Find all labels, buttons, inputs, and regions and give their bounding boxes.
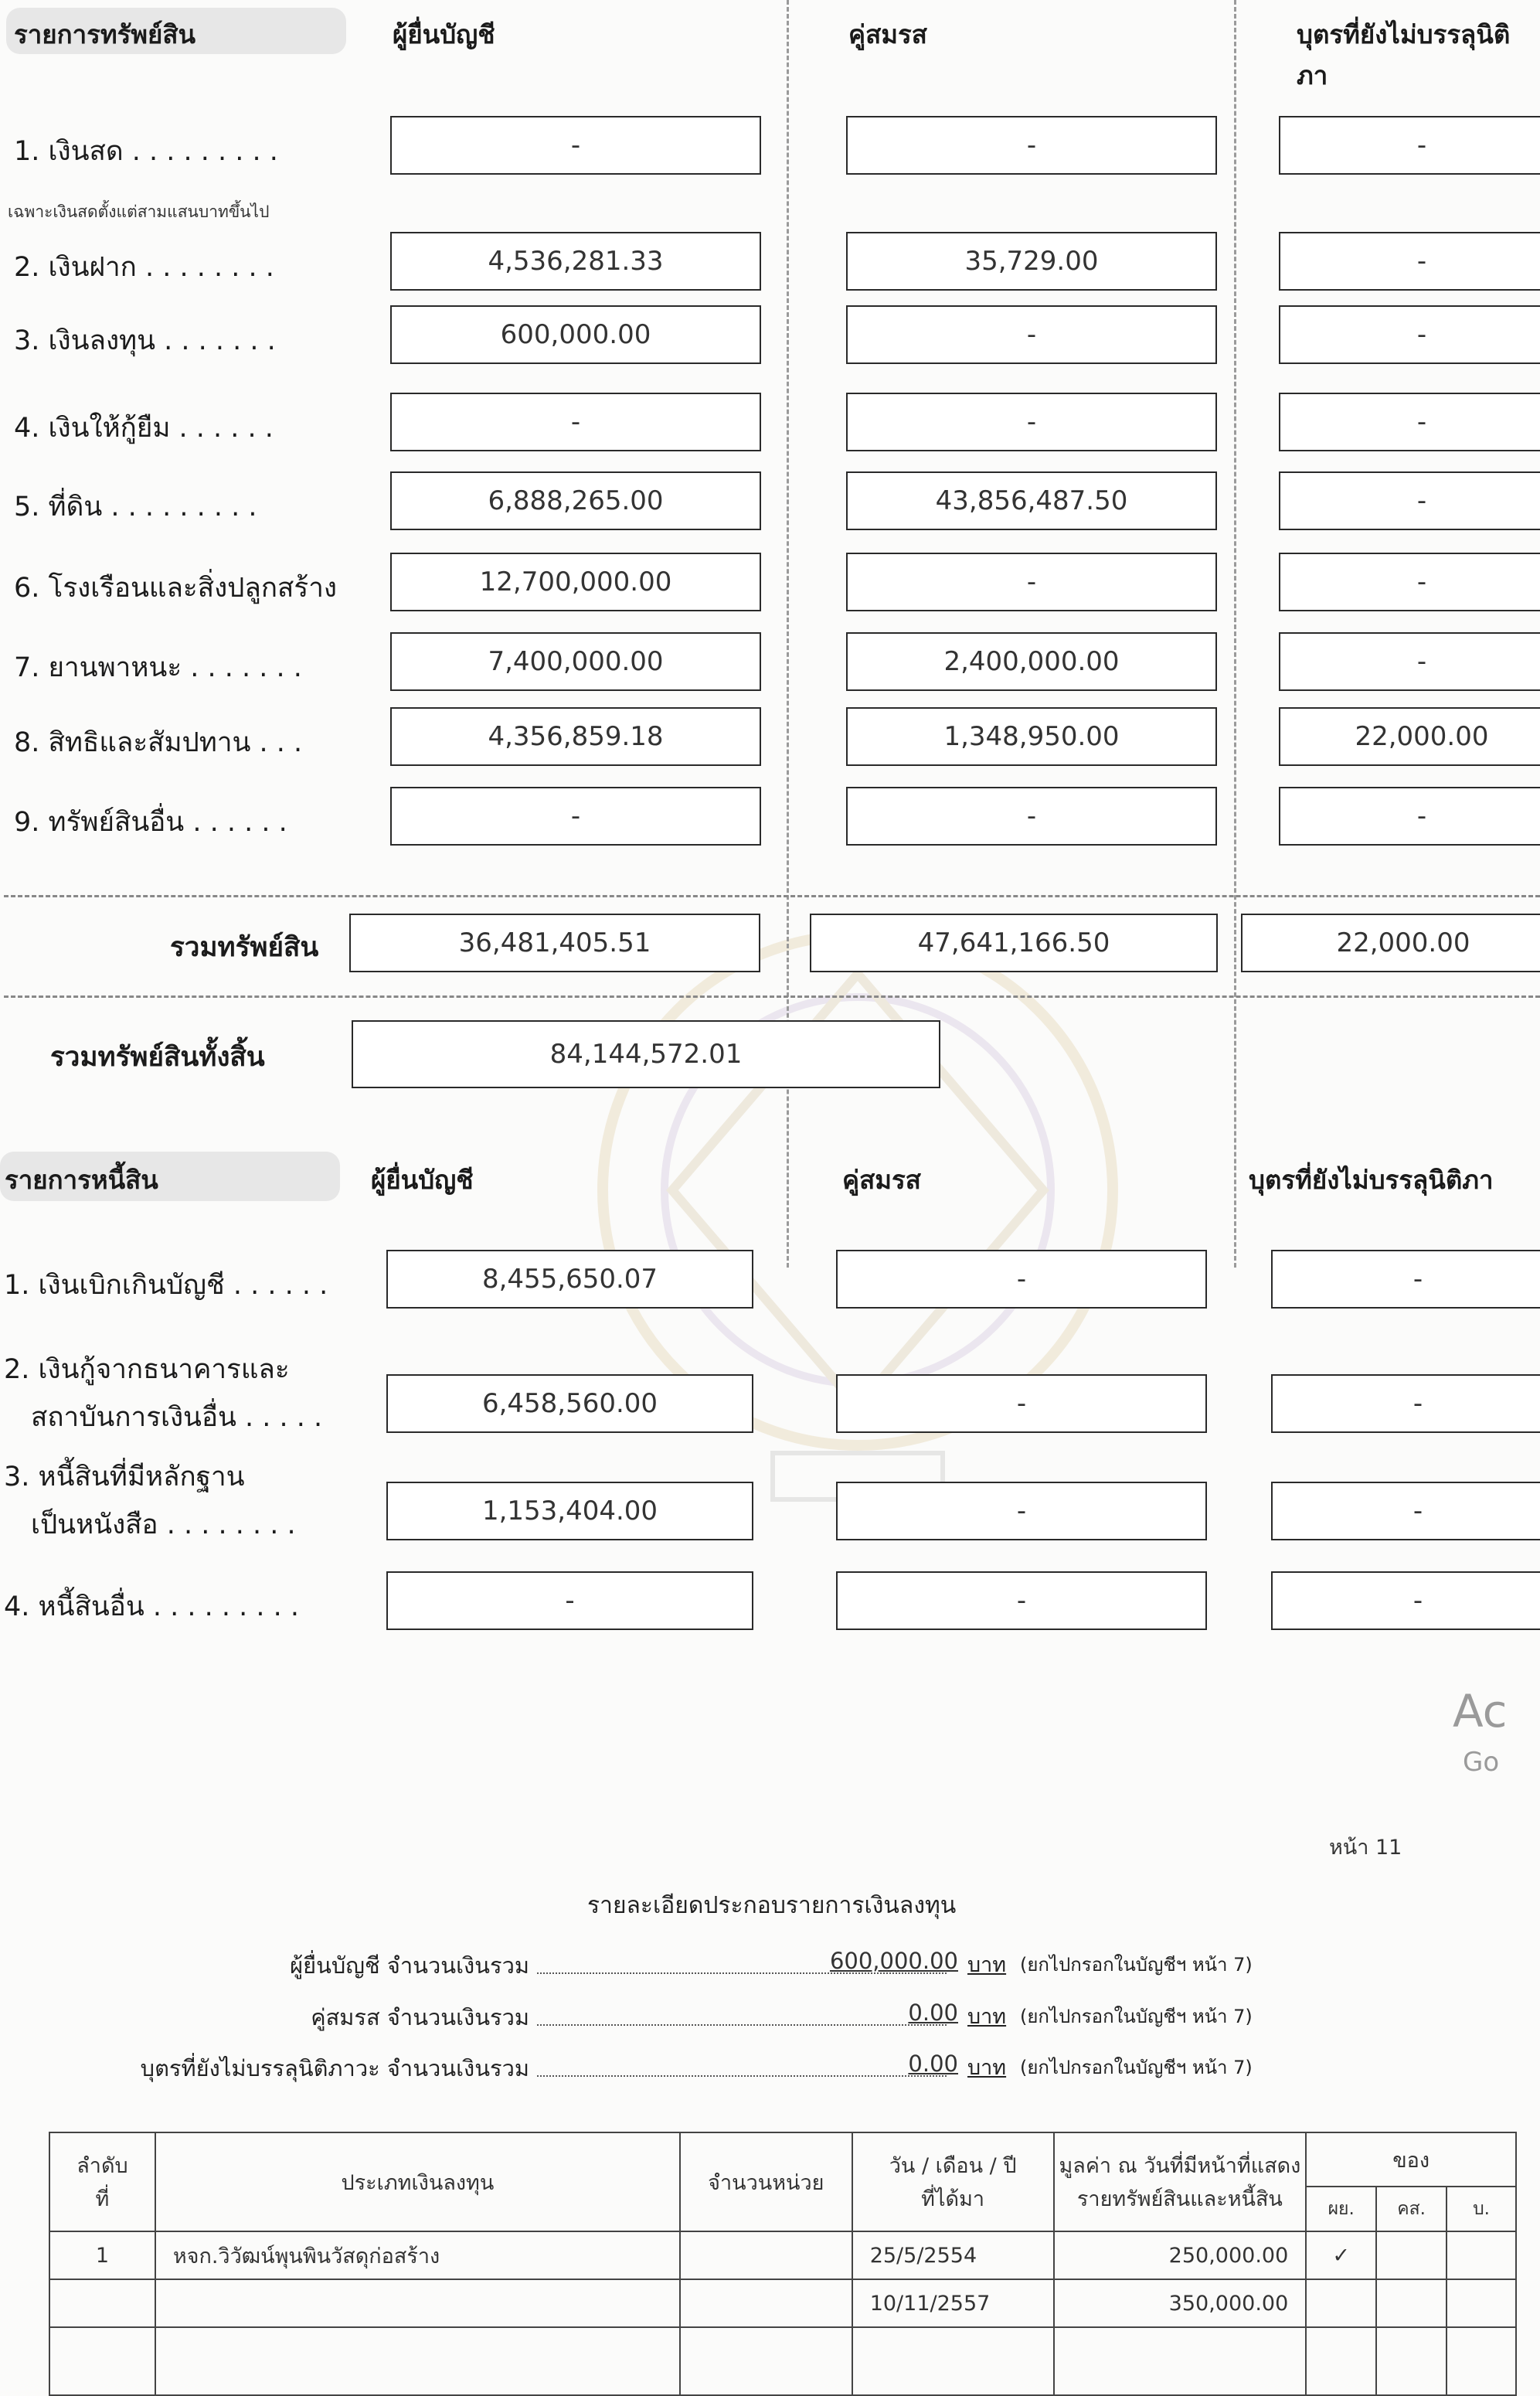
asset-row-spouse: - <box>846 116 1217 175</box>
asset-row-child: - <box>1279 553 1540 611</box>
asset-row-spouse: - <box>846 787 1217 846</box>
liability-row-filer: - <box>386 1571 753 1630</box>
cell-value: 250,000.00 <box>1054 2231 1307 2279</box>
summary-note: (ยกไปกรอกในบัญชีฯ หน้า 7) <box>1020 2006 1253 2027</box>
asset-row-filer: 600,000.00 <box>390 305 761 364</box>
asset-row-filer: 7,400,000.00 <box>390 632 761 691</box>
cell-owner-child <box>1447 2327 1516 2395</box>
cell-owner-filer: ✓ <box>1306 2231 1376 2279</box>
activation-overlay-line1: Ac <box>1453 1685 1508 1737</box>
summary-unit: บาท <box>967 2056 1007 2080</box>
cell-type <box>155 2327 680 2395</box>
assets-header-item: รายการทรัพย์สิน <box>14 19 196 49</box>
liability-row-spouse: - <box>836 1482 1207 1540</box>
assets-header-filer: ผู้ยื่นบัญชี <box>393 19 495 49</box>
liability-row-child: - <box>1271 1482 1540 1540</box>
asset-row-label: 9. ทรัพย์สินอื่น . . . . . . <box>14 807 287 838</box>
cell-owner-spouse <box>1376 2327 1447 2395</box>
asset-row-spouse: - <box>846 553 1217 611</box>
asset-row-label: 8. สิทธิและสัมปทาน . . . <box>14 727 303 758</box>
cell-owner-child <box>1447 2231 1516 2279</box>
assets-header-spouse: คู่สมรส <box>848 19 927 49</box>
summary-label: บุตรที่ยังไม่บรรลุนิติภาวะ จำนวนเงินรวม <box>140 2055 529 2081</box>
summary-label: ผู้ยื่นบัญชี จำนวนเงินรวม <box>290 1952 529 1979</box>
asset-row-child: - <box>1279 632 1540 691</box>
asset-row-label: 7. ยานพาหนะ . . . . . . . <box>14 652 302 683</box>
asset-row-filer: - <box>390 116 761 175</box>
asset-total-label: รวมทรัพย์สิน <box>170 932 319 963</box>
summary-amount: 0.00 <box>908 2000 958 2026</box>
asset-row-filer: - <box>390 393 761 451</box>
grand-total-value: 84,144,572.01 <box>352 1020 940 1088</box>
asset-row-spouse: - <box>846 305 1217 364</box>
activation-overlay-line2: Go <box>1463 1747 1500 1778</box>
investment-row <box>49 2279 1516 2327</box>
summary-unit: บาท <box>967 2005 1007 2029</box>
summary-label: คู่สมรส จำนวนเงินรวม <box>311 2004 529 2030</box>
cell-owner-filer <box>1306 2279 1376 2327</box>
asset-row-label: 2. เงินฝาก . . . . . . . . <box>14 252 274 283</box>
liabilities-header-filer: ผู้ยื่นบัญชี <box>371 1165 474 1195</box>
cell-owner-filer <box>1306 2327 1376 2395</box>
cell-order: 1 <box>49 2231 155 2279</box>
summary-amount: 0.00 <box>908 2051 958 2077</box>
asset-row-child: - <box>1279 305 1540 364</box>
liability-row-label: 3. หนี้สินที่มีหลักฐาน <box>4 1462 245 1492</box>
liability-row-spouse: - <box>836 1374 1207 1433</box>
asset-row-spouse: 43,856,487.50 <box>846 471 1217 530</box>
asset-row-child: - <box>1279 471 1540 530</box>
cell-order <box>49 2327 155 2395</box>
cell-type <box>155 2279 680 2327</box>
cell-value: 350,000.00 <box>1054 2279 1307 2327</box>
asset-total-spouse: 47,641,166.50 <box>810 914 1218 972</box>
cell-owner-spouse <box>1376 2231 1447 2279</box>
cell-order <box>49 2279 155 2327</box>
asset-row-filer: 4,356,859.18 <box>390 707 761 766</box>
liabilities-header-spouse: คู่สมรส <box>842 1165 921 1195</box>
asset-row-child: - <box>1279 116 1540 175</box>
liability-row-label: 1. เงินเบิกเกินบัญชี . . . . . . <box>4 1270 328 1301</box>
header-date: วัน / เดือน / ปี ที่ได้มา <box>852 2132 1054 2231</box>
asset-row-child: - <box>1279 232 1540 291</box>
column-divider <box>1234 0 1236 1268</box>
liabilities-header-item: รายการหนี้สิน <box>5 1165 158 1195</box>
asset-row-child: - <box>1279 787 1540 846</box>
summary-fill-line <box>537 2024 947 2026</box>
cell-owner-spouse <box>1376 2279 1447 2327</box>
asset-row-filer: - <box>390 787 761 846</box>
summary-note: (ยกไปกรอกในบัญชีฯ หน้า 7) <box>1020 2057 1253 2078</box>
asset-row-label: 5. ที่ดิน . . . . . . . . . <box>14 492 257 522</box>
investment-row <box>49 2327 1516 2395</box>
cell-units <box>680 2231 852 2279</box>
cell-date: 25/5/2554 <box>852 2231 1054 2279</box>
header-owner-spouse: คส. <box>1376 2187 1447 2231</box>
cell-date <box>852 2327 1054 2395</box>
liability-row-child: - <box>1271 1250 1540 1309</box>
investment-title: รายละเอียดประกอบรายการเงินลงทุน <box>587 1892 957 1919</box>
cell-units <box>680 2327 852 2395</box>
divider <box>4 995 1540 998</box>
liability-row-spouse: - <box>836 1250 1207 1309</box>
asset-row-label: 6. โรงเรือนและสิ่งปลูกสร้าง <box>14 573 337 604</box>
asset-row-spouse: 2,400,000.00 <box>846 632 1217 691</box>
investment-row <box>49 2231 1516 2279</box>
liability-row-label-cont: เป็นหนังสือ . . . . . . . . <box>31 1509 296 1540</box>
header-units: จำนวนหน่วย <box>680 2132 852 2231</box>
cell-owner-child <box>1447 2279 1516 2327</box>
liability-row-filer: 1,153,404.00 <box>386 1482 753 1540</box>
summary-fill-line <box>537 2075 947 2077</box>
asset-row-filer: 6,888,265.00 <box>390 471 761 530</box>
cash-note: เฉพาะเงินสดตั้งแต่สามแสนบาทขึ้นไป <box>8 203 270 221</box>
liability-row-filer: 6,458,560.00 <box>386 1374 753 1433</box>
grand-total-label: รวมทรัพย์สินทั้งสิ้น <box>50 1042 265 1073</box>
cell-units <box>680 2279 852 2327</box>
asset-total-child: 22,000.00 <box>1241 914 1540 972</box>
liability-row-child: - <box>1271 1374 1540 1433</box>
assets-header-child: บุตรที่ยังไม่บรรลุนิติภา <box>1297 19 1511 90</box>
asset-row-label: 1. เงินสด . . . . . . . . . <box>14 136 278 167</box>
asset-row-filer: 12,700,000.00 <box>390 553 761 611</box>
summary-unit: บาท <box>967 1953 1007 1977</box>
asset-row-spouse: - <box>846 393 1217 451</box>
liabilities-header-child: บุตรที่ยังไม่บรรลุนิติภา <box>1249 1165 1494 1195</box>
asset-row-child: 22,000.00 <box>1279 707 1540 766</box>
summary-amount: 600,000.00 <box>829 1948 958 1974</box>
asset-row-label: 4. เงินให้กู้ยืม . . . . . . <box>14 413 274 444</box>
header-owner-child: บ. <box>1447 2187 1516 2231</box>
liability-row-filer: 8,455,650.07 <box>386 1250 753 1309</box>
cell-value <box>1054 2327 1307 2395</box>
header-order: ลำดับ ที่ <box>49 2132 155 2231</box>
asset-total-filer: 36,481,405.51 <box>349 914 760 972</box>
header-type: ประเภทเงินลงทุน <box>155 2132 680 2231</box>
liability-row-label: 2. เงินกู้จากธนาคารและ <box>4 1354 290 1385</box>
header-value: มูลค่า ณ วันที่มีหน้าที่แสดง รายทรัพย์สินและหนี้สิน <box>1054 2132 1307 2231</box>
asset-row-child: - <box>1279 393 1540 451</box>
liability-row-label-cont: สถาบันการเงินอื่น . . . . . <box>31 1402 323 1433</box>
header-owner-filer: ผย. <box>1306 2187 1376 2231</box>
asset-row-filer: 4,536,281.33 <box>390 232 761 291</box>
liability-row-label: 4. หนี้สินอื่น . . . . . . . . . <box>4 1591 300 1622</box>
asset-row-label: 3. เงินลงทุน . . . . . . . <box>14 325 276 356</box>
liability-row-spouse: - <box>836 1571 1207 1630</box>
asset-row-spouse: 1,348,950.00 <box>846 707 1217 766</box>
cell-date: 10/11/2557 <box>852 2279 1054 2327</box>
page-number: หน้า 11 <box>1329 1836 1402 1860</box>
header-owner: ของ <box>1306 2132 1516 2187</box>
divider <box>4 895 1540 897</box>
cell-type: หจก.วิวัฒน์พุนพินวัสดุก่อสร้าง <box>155 2231 680 2279</box>
investment-table <box>49 2132 1517 2396</box>
asset-row-spouse: 35,729.00 <box>846 232 1217 291</box>
summary-note: (ยกไปกรอกในบัญชีฯ หน้า 7) <box>1020 1954 1253 1976</box>
liability-row-child: - <box>1271 1571 1540 1630</box>
